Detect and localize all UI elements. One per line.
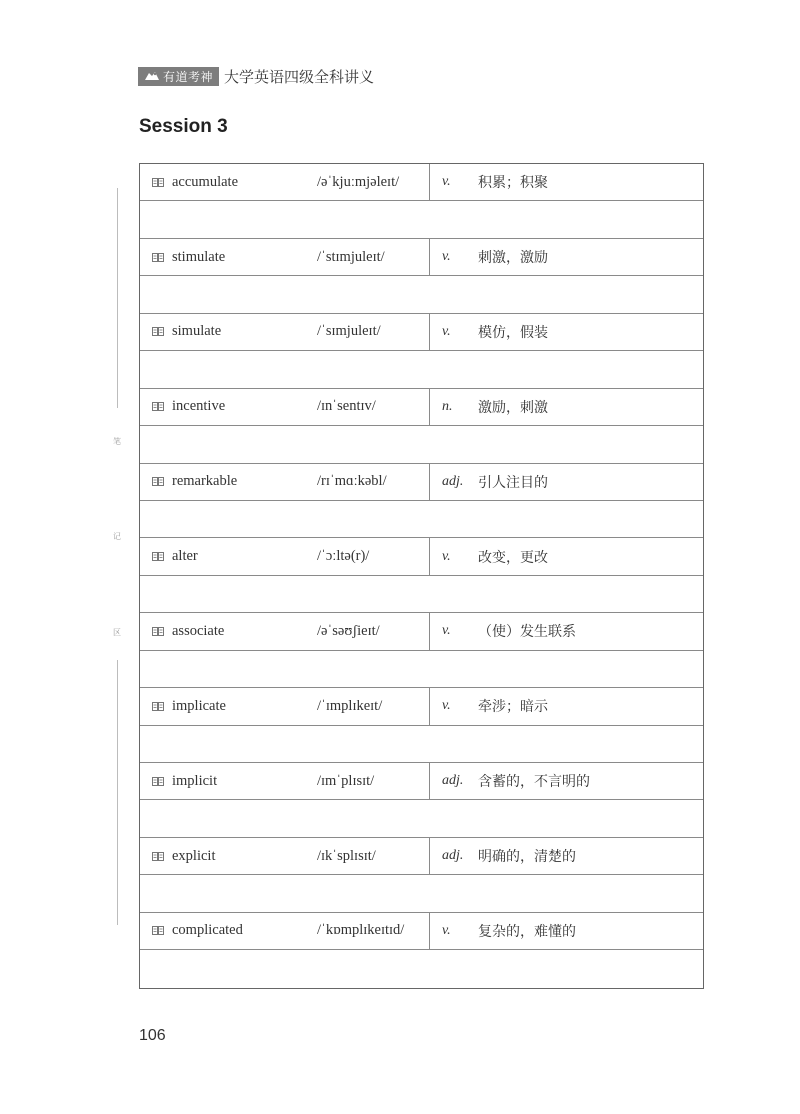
notes-margin-char-2: 记	[113, 532, 121, 541]
entry-definition: 改变，更改	[478, 549, 548, 566]
open-book-icon	[152, 552, 164, 561]
notes-blank-row	[140, 351, 703, 388]
entry-part-of-speech: v.	[429, 164, 469, 200]
open-book-icon	[152, 777, 164, 786]
notes-blank-row	[140, 800, 703, 837]
vocab-entry-row	[140, 314, 703, 351]
entry-definition: 明确的，清楚的	[478, 849, 576, 866]
entry-part-of-speech: v.	[429, 913, 469, 949]
session-title: Session 3	[139, 116, 228, 137]
notes-blank-row	[140, 201, 703, 238]
entry-word: incentive	[172, 398, 226, 415]
entry-definition: （使）发生联系	[478, 624, 576, 641]
entry-word: implicit	[172, 772, 218, 789]
entry-part-of-speech: adj.	[429, 464, 469, 500]
vocab-entry-row	[140, 613, 703, 650]
word-cell	[140, 239, 310, 275]
word-cell	[140, 913, 310, 949]
entry-part-of-speech: v.	[429, 538, 469, 574]
entry-definition: 刺激，激励	[478, 250, 548, 267]
notes-blank-row	[140, 501, 703, 538]
open-book-icon	[152, 702, 164, 711]
vocab-entry-row	[140, 538, 703, 575]
word-cell	[140, 389, 310, 425]
vocab-entry-row	[140, 239, 703, 276]
notes-margin-char-3: 区	[113, 628, 121, 637]
word-cell	[140, 838, 310, 874]
open-book-icon	[152, 477, 164, 486]
vocab-entry-row	[140, 464, 703, 501]
open-book-icon	[152, 402, 164, 411]
open-book-icon	[152, 253, 164, 262]
brand-badge	[138, 67, 219, 86]
word-cell	[140, 164, 310, 200]
notes-blank-row	[140, 726, 703, 763]
word-cell	[140, 538, 310, 574]
word-cell	[140, 763, 310, 799]
notes-margin-line-bottom	[117, 660, 118, 925]
open-book-icon	[152, 178, 164, 187]
entry-word: alter	[172, 548, 198, 565]
entry-part-of-speech: adj.	[429, 838, 469, 874]
entry-phonetic: /ˈsɪmjuleɪt/	[317, 323, 381, 340]
word-cell	[140, 464, 310, 500]
entry-phonetic: /rɪˈmɑːkəbl/	[317, 473, 387, 490]
entry-definition: 牵涉；暗示	[478, 699, 548, 716]
entry-phonetic: /əˈsəʊʃieɪt/	[317, 622, 380, 639]
notes-blank-row	[140, 576, 703, 613]
entry-definition: 引人注目的	[478, 474, 548, 491]
entry-definition: 含蓄的，不言明的	[478, 774, 590, 791]
open-book-icon	[152, 627, 164, 636]
entry-word: remarkable	[172, 473, 238, 490]
entry-word: stimulate	[172, 248, 226, 265]
notes-blank-row	[140, 426, 703, 463]
vocab-entry-row	[140, 164, 703, 201]
entry-phonetic: /ˈɪmplɪkeɪt/	[317, 697, 383, 714]
open-book-icon	[152, 327, 164, 336]
entry-part-of-speech: v.	[429, 239, 469, 275]
notes-blank-row	[140, 875, 703, 912]
vocab-entry-row	[140, 688, 703, 725]
notes-blank-row	[140, 651, 703, 688]
notes-blank-row	[140, 276, 703, 313]
notes-margin-line-top	[117, 188, 118, 408]
notes-blank-row	[140, 950, 703, 987]
page-header	[138, 66, 374, 86]
entry-definition: 积累；积聚	[478, 175, 548, 192]
vocab-entry-row	[140, 763, 703, 800]
word-cell	[140, 613, 310, 649]
vocab-entry-row	[140, 389, 703, 426]
word-cell	[140, 314, 310, 350]
mascot-logo-icon	[144, 70, 160, 82]
page-number: 106	[139, 1027, 166, 1044]
entry-definition: 模仿，假装	[478, 324, 548, 341]
entry-definition: 复杂的，难懂的	[478, 923, 576, 940]
open-book-icon	[152, 926, 164, 935]
entry-phonetic: /ɪmˈplɪsɪt/	[317, 772, 375, 789]
entry-word: simulate	[172, 323, 222, 340]
entry-part-of-speech: adj.	[429, 763, 469, 799]
vocab-entry-row	[140, 913, 703, 950]
entry-phonetic: /ɪnˈsentɪv/	[317, 398, 376, 415]
entry-phonetic: /ˈstɪmjuleɪt/	[317, 248, 385, 265]
brand-name: 有道考神	[163, 69, 214, 84]
entry-word: implicate	[172, 697, 226, 714]
entry-word: explicit	[172, 847, 216, 864]
entry-word: accumulate	[172, 173, 239, 190]
open-book-icon	[152, 852, 164, 861]
book-title: 大学英语四级全科讲义	[224, 67, 375, 86]
entry-phonetic: /ˈɔːltə(r)/	[317, 548, 370, 565]
entry-part-of-speech: n.	[429, 389, 469, 425]
entry-part-of-speech: v.	[429, 688, 469, 724]
entry-definition: 激励，刺激	[478, 399, 548, 416]
word-cell	[140, 688, 310, 724]
entry-phonetic: /ˈkɒmplɪkeɪtɪd/	[317, 922, 405, 939]
entry-part-of-speech: v.	[429, 613, 469, 649]
entry-part-of-speech: v.	[429, 314, 469, 350]
entry-word: associate	[172, 622, 225, 639]
notes-margin-char-1: 笔	[113, 437, 121, 446]
entry-phonetic: /ɪkˈsplɪsɪt/	[317, 847, 376, 864]
entry-word: complicated	[172, 922, 243, 939]
vocab-entry-row	[140, 838, 703, 875]
entry-phonetic: /əˈkjuːmjəleɪt/	[317, 173, 400, 190]
vocabulary-table	[139, 163, 704, 989]
